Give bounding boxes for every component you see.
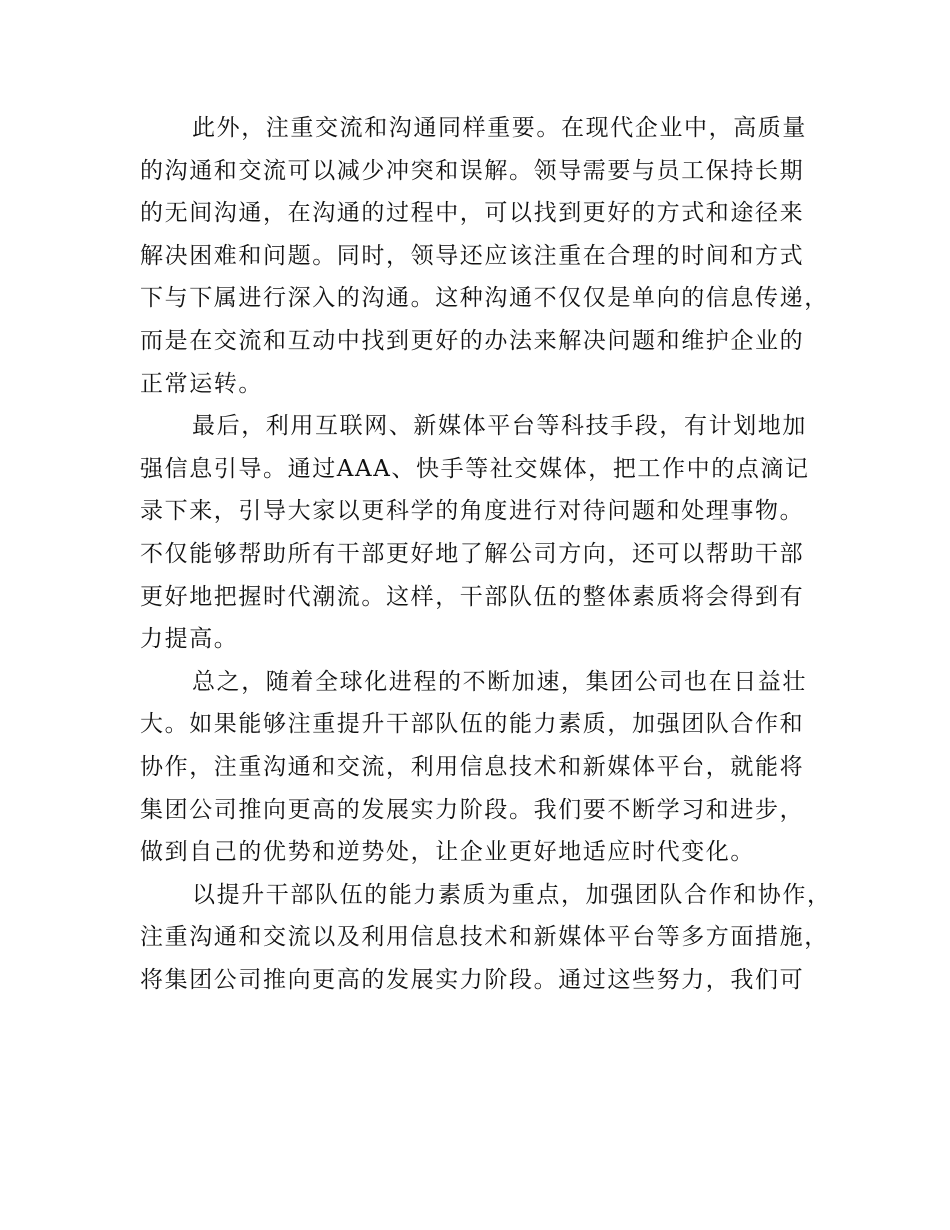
text-line: 更好地把握时代潮流。这样，干部队伍的整体素质将会得到有	[140, 583, 805, 610]
paragraph-conclusion	[140, 661, 820, 874]
text-line: 此外，注重交流和沟通同样重要。在现代企业中，高质量	[192, 115, 807, 141]
text-line: 力提高。	[140, 626, 239, 653]
document-body	[140, 107, 832, 1001]
text-line: 强信息引导。通过AAA、快手等社交媒体，把工作中的点滴记	[140, 455, 810, 482]
text-line: 不仅能够帮助所有干部更好地了解公司方向，还可以帮助干部	[140, 540, 805, 567]
text-line: 大。如果能够注重提升干部队伍的能力素质，加强团队合作和	[140, 711, 805, 738]
text-line: 下与下属进行深入的沟通。这种沟通不仅仅是单向的信息传递，	[140, 285, 829, 312]
text-line: 而是在交流和互动中找到更好的办法来解决问题和维护企业的	[140, 327, 805, 354]
text-line: 以提升干部队伍的能力素质为重点，加强团队合作和协作，	[192, 881, 832, 908]
text-line: 集团公司推向更高的发展实力阶段。我们要不断学习和进步，	[140, 796, 805, 823]
text-line: 的沟通和交流可以减少冲突和误解。领导需要与员工保持长期	[140, 157, 805, 184]
paragraph-summary	[140, 874, 832, 1002]
text-line: 的无间沟通，在沟通的过程中，可以找到更好的方式和途径来	[140, 200, 805, 227]
paragraph-technology	[140, 405, 820, 661]
text-line: 总之，随着全球化进程的不断加速，集团公司也在日益壮	[192, 668, 807, 695]
text-line: 录下来，引导大家以更科学的角度进行对待问题和处理事物。	[140, 498, 805, 525]
text-line: 协作，注重沟通和交流，利用信息技术和新媒体平台，就能将	[140, 753, 805, 780]
text-line: 正常运转。	[140, 370, 263, 397]
text-line: 做到自己的优势和逆势处，让企业更好地适应时代变化。	[140, 839, 755, 866]
text-line: 注重沟通和交流以及利用信息技术和新媒体平台等多方面措施，	[140, 924, 829, 951]
text-line: 最后，利用互联网、新媒体平台等科技手段，有计划地加	[192, 413, 807, 440]
paragraph-communication	[140, 107, 829, 405]
text-line: 将集团公司推向更高的发展实力阶段。通过这些努力，我们可	[140, 966, 805, 993]
text-line: 解决困难和问题。同时，领导还应该注重在合理的时间和方式	[140, 242, 805, 269]
